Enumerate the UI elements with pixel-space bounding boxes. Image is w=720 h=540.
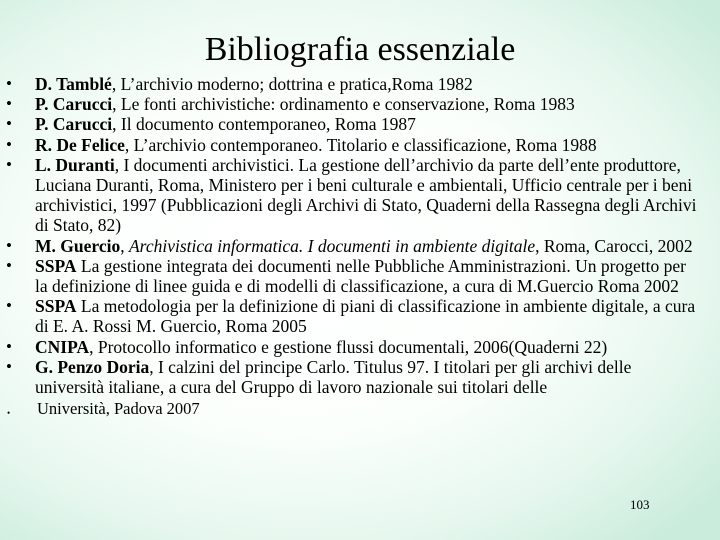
- bullet-icon: •: [6, 114, 12, 134]
- bibliography-entry: [0, 236, 700, 256]
- entry-author: SSPA: [35, 255, 77, 276]
- bullet-icon: •: [6, 356, 12, 376]
- entry-text: , L’archivio contemporaneo. Titolario e classificazione, Roma 1988: [124, 134, 597, 155]
- bibliography-entry: [0, 74, 700, 94]
- entry-text: , L’archivio moderno; dottrina e pratica,Roma 1982: [111, 74, 473, 94]
- entry-text: , I documenti archivistici. La gestione dell’archivio da parte dell’ente produttore, Luciana Duranti, Roma, Ministero per i beni culturale e ambientali, Ufficio centrale per i beni archivistici, 1997 (Pubblicazioni degli Archivi di Stato, Quaderni della Rassegna degli Archivi di Stato, 82): [35, 154, 697, 236]
- entry-text: , Protocollo informatico e gestione flussi documentali, 2006(Quaderni 22): [89, 336, 608, 357]
- entry-author: P. Carucci: [35, 114, 113, 135]
- entry-author: M. Guercio: [35, 235, 121, 256]
- entry-author: CNIPA: [35, 336, 90, 357]
- entry-author: P. Carucci: [35, 94, 113, 115]
- bibliography-list: [0, 74, 700, 419]
- bullet-icon: •: [6, 154, 12, 174]
- slide-title: Bibliografia essenziale: [204, 31, 516, 68]
- entry-author: D. Tamblé: [35, 74, 112, 94]
- entry-text: La metodologia per la definizione di piani di classificazione in ambiente digitale, a cura di E. A. Rossi M. Guercio, Roma 2005: [35, 296, 696, 337]
- entry-text: , Roma, Carocci, 2002: [535, 235, 693, 256]
- bullet-icon: •: [6, 235, 12, 255]
- bullet-icon: •: [7, 408, 11, 419]
- entry-text: , Il documento contemporaneo, Roma 1987: [112, 114, 416, 135]
- bullet-icon: •: [6, 94, 12, 114]
- entry-author: L. Duranti: [35, 154, 115, 175]
- bullet-icon: •: [6, 74, 12, 93]
- bibliography-entry: [0, 135, 700, 155]
- bullet-icon: •: [6, 296, 12, 316]
- entry-author: SSPA: [35, 296, 77, 317]
- entry-text: , I calzini del principe Carlo. Titulus 97. I titolari per gli archivi delle università italiane, a cura del Gruppo di lavoro nazionale sui titolari delle: [35, 356, 632, 398]
- bullet-icon: •: [6, 255, 12, 275]
- bibliography-entry: [0, 357, 700, 397]
- entry-italic-title: Archivistica informatica. I documenti in ambiente digitale: [128, 235, 536, 256]
- entry-author: G. Penzo Doria: [35, 356, 150, 377]
- bullet-icon: •: [6, 336, 12, 356]
- entry-separator: ,: [120, 235, 129, 256]
- bibliography-entry: [0, 155, 700, 236]
- entry-text: La gestione integrata dei documenti nelle Pubbliche Amministrazioni. Un progetto per la definizione di linee guida e di modelli di classificazione, a cura di M.Guercio Roma 2002: [35, 255, 686, 297]
- entry-text: , Le fonti archivistiche: ordinamento e conservazione, Roma 1983: [112, 94, 575, 115]
- bibliography-entry: [0, 94, 700, 114]
- bibliography-entry: [0, 337, 700, 357]
- bibliography-entry: [0, 114, 700, 134]
- bibliography-entry: [0, 296, 700, 336]
- bibliography-entry-continuation: [0, 399, 700, 419]
- page-number: 103: [630, 497, 650, 512]
- entry-text: Università, Padova 2007: [37, 399, 200, 419]
- entry-author: R. De Felice: [35, 134, 125, 155]
- bibliography-entry: [0, 256, 700, 296]
- bullet-icon: •: [6, 134, 12, 154]
